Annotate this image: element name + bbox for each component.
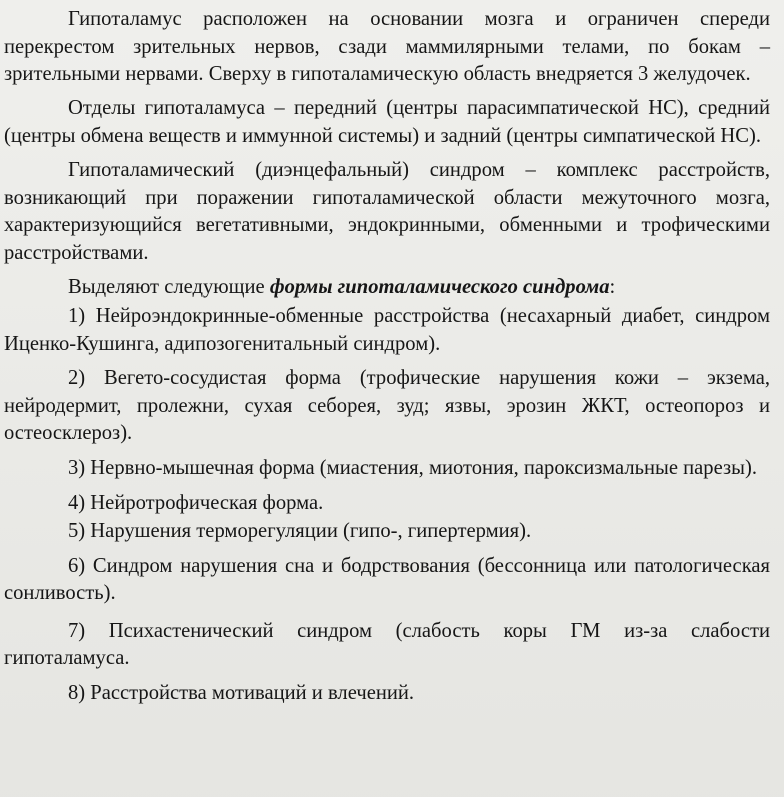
list-item-text: 6) Синдром нарушения сна и бодрствования (бессонница или патологическая сонливость). [4,554,770,605]
paragraph-text: Гипоталамус расположен на основании мозга и ограничен спереди перекрестом зрительных нервов, сзади маммилярными телами, по бокам – зрительными нервами. Сверху в гипоталамическую область внедряется 3 желудочек. [4,8,770,86]
list-item-motivation-disorders [4,680,770,708]
forms-intro-title: формы гипоталамического синдрома [269,276,610,299]
list-item-sleep-disorder [4,553,770,608]
list-item-text: 1) Нейроэндокринные-обменные расстройства (несахарный диабет, синдром Иценко-Кушинга, адипозогенитальный синдром). [4,304,770,355]
forms-intro [4,274,770,302]
list-item-psychasthenic-syndrome [4,618,770,673]
paragraph-hypothalamus-location [4,6,770,89]
forms-intro-tail: : [609,276,616,299]
paragraph-text: Гипоталамический (диэнцефальный) синдром – комплекс расстройств, возникающий при поражении гипоталамической области межуточного мозга, характеризующийся вегетативными, эндокринными, обменными и трофическими расстройствами. [4,158,770,264]
list-item-text: 4) Нейротрофическая форма. [68,491,324,514]
paragraph-hypothalamus-divisions [4,95,770,150]
forms-intro-lead: Выделяют следующие [68,276,270,299]
list-item-neurotrophic-form [4,490,770,518]
list-item-neuromuscular-form [4,455,770,483]
paragraph-hypothalamic-syndrome [4,157,770,267]
list-item-text: 8) Расстройства мотиваций и влечений. [68,682,415,705]
list-item-text: 3) Нервно-мышечная форма (миастения, миотония, пароксизмальные парезы). [68,456,757,479]
list-item-text: 5) Нарушения терморегуляции (гипо-, гипертермия). [68,520,532,543]
list-item-vegetovascular-form [4,365,770,448]
paragraph-text: Отделы гипоталамуса – передний (центры парасимпатической НС), средний (центры обмена веществ и иммунной системы) и задний (центры симпатической НС). [4,97,770,147]
list-item-text: 7) Психастенический синдром (слабость коры ГМ из-за слабости гипоталамуса. [4,619,770,670]
list-item-thermoregulation [4,518,770,546]
list-item-neuroendocrine-form [4,303,770,358]
list-item-text: 2) Вегето-сосудистая форма (трофические нарушения кожи – экзема, нейродермит, пролежни, сухая себорея, зуд; язвы, эрозин ЖКТ, остеопороз и остеосклероз). [4,367,770,445]
